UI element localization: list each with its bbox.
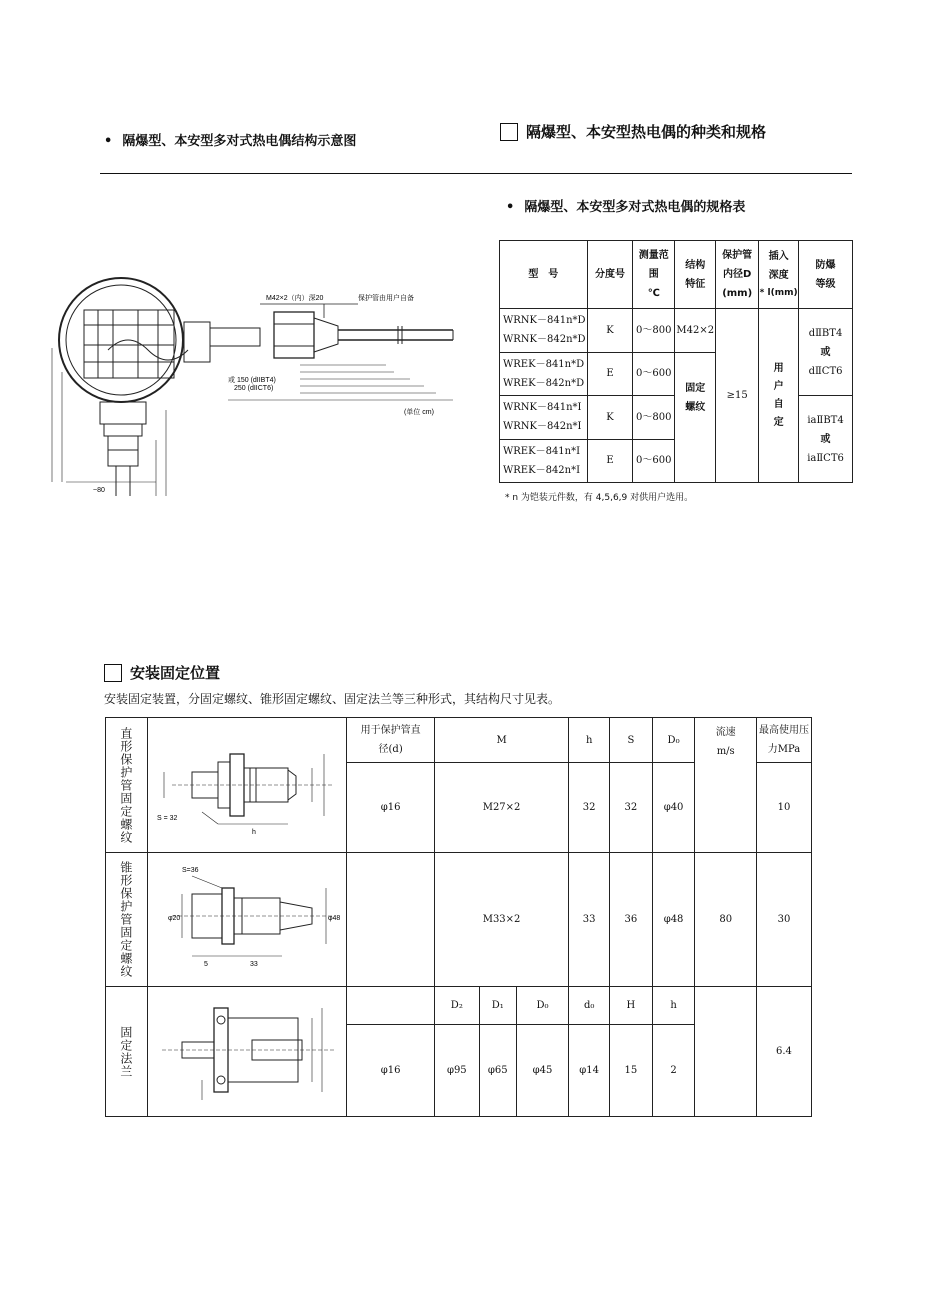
hdr-tube-unit: (mm) — [722, 288, 753, 299]
pipe-label: 保护管由用户自备 — [358, 295, 414, 302]
fig-s2-label: S=36 — [182, 867, 199, 874]
checkbox-square-icon — [104, 664, 122, 682]
spec-range: 0～800 — [633, 396, 675, 440]
ex-i-1: iaⅡBT4 — [807, 414, 844, 426]
spec-grad: K — [587, 309, 633, 353]
hdr-depth-unit: * l(mm) — [759, 287, 798, 298]
hdr-d-text: 用于保护管直径(d) — [360, 725, 421, 755]
hdr-tube — [716, 241, 759, 309]
row2-press: 30 — [756, 853, 811, 987]
hdr-tube-text: 保护管内径D — [722, 250, 753, 280]
spec-model-cell — [500, 352, 588, 396]
spec-grad: E — [587, 352, 633, 396]
spec-ex-i — [799, 396, 853, 483]
row1-h: 32 — [569, 763, 610, 853]
row3-d-top — [347, 987, 435, 1025]
row3-sub-hdr: D₁ — [479, 987, 516, 1025]
row3-val: φ65 — [479, 1025, 516, 1117]
spec-model: WRNK－842n*D — [503, 334, 586, 346]
hdr-S: S — [610, 718, 653, 763]
spec-range: 0～600 — [633, 352, 675, 396]
spec-model: WREK－842n*D — [503, 377, 585, 389]
row1-M: M27×2 — [434, 763, 568, 853]
hdr-D0: D₀ — [652, 718, 695, 763]
right-heading — [500, 121, 766, 142]
ex-d-2: dⅡCT6 — [808, 365, 843, 377]
row2-D0: φ48 — [652, 853, 695, 987]
checkbox-square-icon — [500, 123, 518, 141]
mount-header-row — [106, 718, 812, 763]
spec-row — [500, 309, 853, 353]
spec-range: 0～600 — [633, 439, 675, 483]
fig-s-label: S = 32 — [157, 814, 178, 822]
ex-i-2: iaⅡCT6 — [807, 452, 844, 464]
row3-sub-hdr: H — [610, 987, 653, 1025]
mount-table — [105, 717, 812, 1117]
row3-sub-hdr: D₀ — [516, 987, 568, 1025]
row2-h: 33 — [569, 853, 610, 987]
hdr-ex-text: 防爆等级 — [815, 259, 836, 290]
spec-struct-mid — [675, 352, 716, 483]
hdr-struct — [675, 241, 716, 309]
taper-thread-figure — [152, 858, 342, 978]
row3-val: φ95 — [434, 1025, 479, 1117]
spec-struct-text: 固定螺纹 — [685, 382, 706, 413]
mount-heading — [104, 662, 220, 683]
fig-d-label: 33 — [250, 961, 258, 968]
spec-tube-val: ≥15 — [716, 309, 759, 483]
row2-label: 锥形保护管固定螺纹 — [118, 861, 133, 978]
hdr-flow — [695, 718, 756, 853]
row3-figure-cell — [147, 987, 347, 1117]
row2-figure-cell — [147, 853, 347, 987]
hdr-d — [347, 718, 435, 763]
row1-S: 32 — [610, 763, 653, 853]
length-label-1: 或 150 (dIIBT4) — [228, 377, 276, 384]
row2-S: 36 — [610, 853, 653, 987]
straight-thread-figure — [152, 724, 342, 844]
row3-val: 15 — [610, 1025, 653, 1117]
hdr-M: M — [434, 718, 568, 763]
spec-model: WRNK－841n*D — [503, 315, 586, 327]
thermocouple-structure-diagram — [38, 200, 468, 500]
length-label-2: 250 (dIICT6) — [234, 385, 274, 392]
fig-b-label: φ48 — [328, 915, 341, 922]
spec-heading: • 隔爆型、本安型多对式热电偶的规格表 — [506, 196, 745, 215]
fig-c-label: 5 — [204, 961, 208, 968]
spec-grad: K — [587, 396, 633, 440]
row3-press: 6.4 — [756, 987, 811, 1117]
row1-press: 10 — [756, 763, 811, 853]
hdr-h: h — [569, 718, 610, 763]
row1-figure-cell — [147, 718, 347, 853]
unit-label: (单位 cm) — [404, 409, 434, 416]
row1-d: φ16 — [347, 763, 435, 853]
flange-figure — [152, 990, 342, 1110]
hdr-range — [633, 241, 675, 309]
row3-sub-hdr: d₀ — [569, 987, 610, 1025]
hdr-range-text: 测量范围 — [638, 250, 669, 280]
right-heading-text: 隔爆型、本安型热电偶的种类和规格 — [526, 123, 767, 141]
hdr-range-unit: ℃ — [647, 288, 660, 299]
ex-d-1: dⅡBT4 — [808, 327, 843, 339]
spec-model-cell — [500, 309, 588, 353]
spec-model: WRNK－842n*I — [503, 421, 582, 433]
row2-M: M33×2 — [434, 853, 568, 987]
spec-range: 0～800 — [633, 309, 675, 353]
width-label: ~80 — [93, 487, 105, 494]
hdr-flow-text: 流速m/s — [715, 727, 736, 757]
row2-flow: 80 — [695, 853, 756, 987]
spec-model: WREK－841n*I — [503, 445, 581, 457]
row3-val: 2 — [652, 1025, 695, 1117]
spec-model: WRNK－841n*I — [503, 402, 582, 414]
ex-d-or: 或 — [820, 346, 831, 358]
mount-row-3-sub — [106, 987, 812, 1025]
fig-h-label: h — [252, 828, 256, 836]
spec-table — [499, 240, 853, 483]
top-rule — [100, 173, 852, 174]
left-heading: • 隔爆型、本安型多对式热电偶结构示意图 — [104, 130, 356, 149]
hdr-ex — [799, 241, 853, 309]
spec-grad: E — [587, 439, 633, 483]
spec-model: WREK－841n*D — [503, 358, 585, 370]
row3-sub-hdr: h — [652, 987, 695, 1025]
spec-depth-val — [759, 309, 799, 483]
spec-depth-text: 用户自定 — [773, 362, 784, 428]
mount-heading-text: 安装固定位置 — [130, 664, 221, 682]
fig-a-label: φ20 — [168, 915, 181, 922]
row2-label-cell — [106, 853, 148, 987]
row3-label-cell — [106, 987, 148, 1117]
spec-model-cell — [500, 396, 588, 440]
thread-label: M42×2（内）深20 — [266, 295, 324, 302]
hdr-depth-text: 插入深度 — [768, 250, 789, 281]
row3-d: φ16 — [347, 1025, 435, 1117]
hdr-press-text: 最高使用压力MPa — [758, 725, 809, 755]
hdr-model: 型 号 — [500, 241, 588, 309]
mount-row-2 — [106, 853, 812, 987]
hdr-press — [756, 718, 811, 763]
hdr-grad: 分度号 — [587, 241, 633, 309]
spec-ex-d — [799, 309, 853, 396]
row3-flow — [695, 987, 756, 1117]
spec-note: * n 为铠装元件数，有 4,5,6,9 对供用户选用。 — [505, 493, 694, 503]
row3-val: φ14 — [569, 1025, 610, 1117]
row1-label-cell — [106, 718, 148, 853]
hdr-depth — [759, 241, 799, 309]
spec-struct-top: M42×2 — [675, 309, 716, 353]
spec-model-cell — [500, 439, 588, 483]
row2-d — [347, 853, 435, 987]
hdr-struct-text: 结构特征 — [685, 259, 706, 290]
mount-intro: 安装固定装置，分固定螺纹、锥形固定螺纹、固定法兰等三种形式，其结构尺寸见表。 — [104, 692, 561, 706]
row3-sub-hdr: D₂ — [434, 987, 479, 1025]
row3-label: 固定法兰 — [118, 1025, 133, 1078]
row1-label: 直形保护管固定螺纹 — [118, 726, 133, 844]
row1-D0: φ40 — [652, 763, 695, 853]
row3-val: φ45 — [516, 1025, 568, 1117]
ex-i-or: 或 — [820, 433, 831, 445]
spec-header-row — [500, 241, 853, 309]
spec-model: WREK－842n*I — [503, 464, 581, 476]
